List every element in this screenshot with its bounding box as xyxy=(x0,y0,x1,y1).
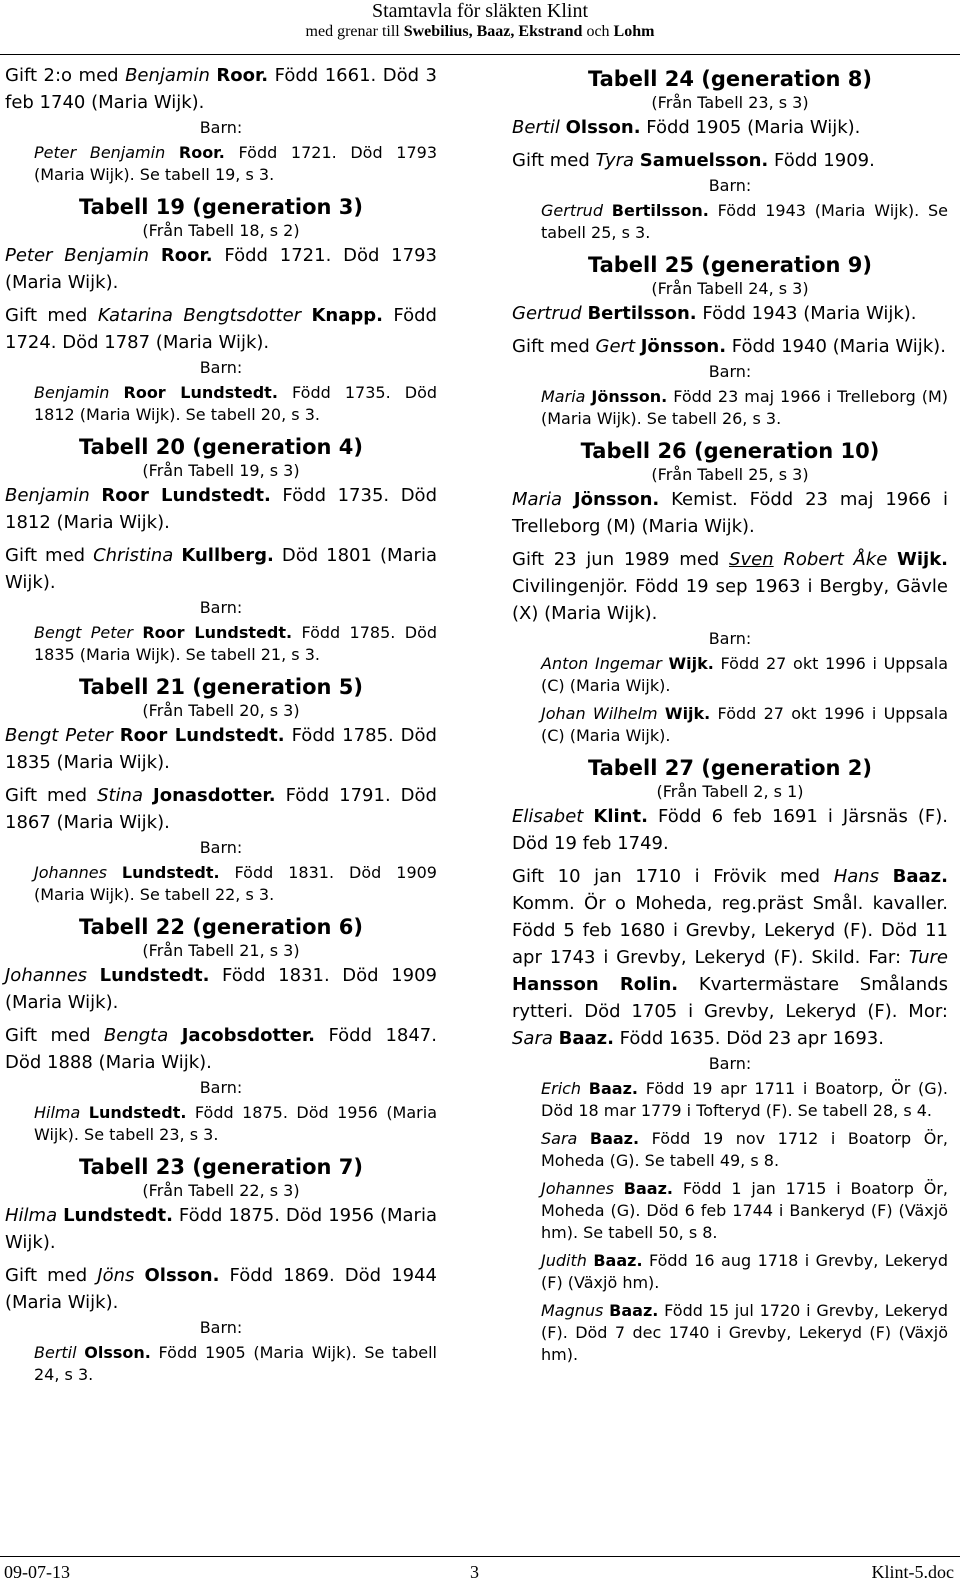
right-column xyxy=(512,62,948,1366)
entry-gift: Gift med Jöns Olsson. Född 1869. Död 1944 (Maria Wijk). xyxy=(5,1265,437,1313)
table-title: Tabell 25 (generation 9) xyxy=(587,253,873,277)
table-title: Tabell 27 (generation 2) xyxy=(587,756,873,780)
entry-gift: Gift med Tyra Samuelsson. Född 1909. xyxy=(512,150,875,171)
child-entry: Anton Ingemar Wijk. Född 27 okt 1996 i Uppsala (C) (Maria Wijk). xyxy=(541,654,949,695)
barn-label: Barn: xyxy=(199,598,243,617)
child-entry: Erich Baaz. Född 19 apr 1711 i Boatorp, Ör (G). Död 18 mar 1779 i Tofteryd (F). Se tabell 28, s 4. xyxy=(541,1079,949,1120)
table-title: Tabell 23 (generation 7) xyxy=(78,1155,364,1179)
table-from: (Från Tabell 24, s 3) xyxy=(651,279,809,298)
entry-person: Hilma Lundstedt. Född 1875. Död 1956 (Maria Wijk). xyxy=(5,1205,437,1253)
child-entry: Bertil Olsson. Född 1905 (Maria Wijk). Se tabell 24, s 3. xyxy=(34,1343,437,1384)
table-title: Tabell 24 (generation 8) xyxy=(587,67,873,91)
entry-gift: Gift med Bengta Jacobsdotter. Född 1847. Död 1888 (Maria Wijk). xyxy=(5,1025,437,1073)
table-from: (Från Tabell 23, s 3) xyxy=(651,93,809,112)
entry-gift: Gift 10 jan 1710 i Frövik med Hans Baaz. Komm. Ör o Moheda, reg.präst Smål. kavaller. Född 5 feb 1680 i Grevby, Lekeryd (F). Död 11 apr 1743 i Grevby, Lekeryd (F). Skild. Far: Ture Hansson Rolin. Kvartermästare Smålands rytteri. Död 1705 i Grevby, Lekeryd (F). Mor: Sara Baaz. Född 1635. Död 23 apr 1693. xyxy=(512,866,949,1049)
header-rule xyxy=(0,54,960,55)
child-entry: Johan Wilhelm Wijk. Född 27 okt 1996 i Uppsala (C) (Maria Wijk). xyxy=(541,704,949,745)
footer-filename: Klint-5.doc xyxy=(871,1562,954,1582)
footer-rule xyxy=(0,1556,960,1557)
table-from: (Från Tabell 21, s 3) xyxy=(142,941,300,960)
barn-label: Barn: xyxy=(199,1318,243,1337)
entry-gift: Gift med Christina Kullberg. Död 1801 (Maria Wijk). xyxy=(5,545,437,593)
page-header xyxy=(0,0,960,42)
child-entry: Johannes Lundstedt. Född 1831. Död 1909 (Maria Wijk). Se tabell 22, s 3. xyxy=(34,863,437,904)
entry-person: Peter Benjamin Roor. Född 1721. Död 1793 (Maria Wijk). xyxy=(5,245,437,293)
child-entry: Magnus Baaz. Född 15 jul 1720 i Grevby, Lekeryd (F). Död 7 dec 1740 i Grevby, Lekeryd (F) (Växjö hm). xyxy=(541,1301,948,1364)
barn-label: Barn: xyxy=(708,362,752,381)
entry-person: Benjamin Roor Lundstedt. Född 1735. Död 1812 (Maria Wijk). xyxy=(5,485,437,533)
entry-gift: Gift med Stina Jonasdotter. Född 1791. Död 1867 (Maria Wijk). xyxy=(5,785,437,833)
child-entry: Judith Baaz. Född 16 aug 1718 i Grevby, Lekeryd (F) (Växjö hm). xyxy=(541,1251,948,1292)
footer-page-number: 3 xyxy=(470,1562,479,1582)
entry-gift: Gift med Katarina Bengtsdotter Knapp. Född 1724. Död 1787 (Maria Wijk). xyxy=(5,305,437,353)
table-title: Tabell 20 (generation 4) xyxy=(78,435,364,459)
table-title: Tabell 26 (generation 10) xyxy=(580,439,880,463)
table-from: (Från Tabell 2, s 1) xyxy=(656,782,804,801)
barn-label: Barn: xyxy=(708,1054,752,1073)
child-entry: Peter Benjamin Roor. Född 1721. Död 1793 (Maria Wijk). Se tabell 19, s 3. xyxy=(34,143,437,184)
entry-gift: Gift med Gert Jönsson. Född 1940 (Maria Wijk). xyxy=(512,336,946,357)
barn-label: Barn: xyxy=(708,629,752,648)
document-subtitle: med grenar till Swebilius, Baaz, Ekstrand och Lohm xyxy=(305,23,655,40)
child-entry: Hilma Lundstedt. Född 1875. Död 1956 (Maria Wijk). Se tabell 23, s 3. xyxy=(34,1103,437,1144)
footer-date: 09-07-13 xyxy=(4,1562,70,1582)
entry-gift: Gift 23 jun 1989 med Sven Robert Åke Wijk. Civilingenjör. Född 19 sep 1963 i Bergby, Gävle (X) (Maria Wijk). xyxy=(512,549,949,624)
child-entry: Benjamin Roor Lundstedt. Född 1735. Död 1812 (Maria Wijk). Se tabell 20, s 3. xyxy=(34,383,438,424)
table-title: Tabell 19 (generation 3) xyxy=(78,195,364,219)
left-column xyxy=(5,62,437,1386)
table-from: (Från Tabell 20, s 3) xyxy=(142,701,300,720)
entry-person: Maria Jönsson. Kemist. Född 23 maj 1966 i Trelleborg (M) (Maria Wijk). xyxy=(512,489,949,537)
entry-gift: Gift 2:o med Benjamin Roor. Född 1661. Död 3 feb 1740 (Maria Wijk). xyxy=(5,65,437,113)
child-entry: Gertrud Bertilsson. Född 1943 (Maria Wijk). Se tabell 25, s 3. xyxy=(541,201,948,242)
barn-label: Barn: xyxy=(199,118,243,137)
table-title: Tabell 21 (generation 5) xyxy=(78,675,364,699)
barn-label: Barn: xyxy=(199,838,243,857)
entry-person: Gertrud Bertilsson. Född 1943 (Maria Wijk). xyxy=(512,303,917,324)
entry-person: Bengt Peter Roor Lundstedt. Född 1785. Död 1835 (Maria Wijk). xyxy=(5,725,437,773)
entry-person: Johannes Lundstedt. Född 1831. Död 1909 (Maria Wijk). xyxy=(5,965,437,1013)
table-from: (Från Tabell 18, s 2) xyxy=(142,221,300,240)
barn-label: Barn: xyxy=(708,176,752,195)
table-from: (Från Tabell 25, s 3) xyxy=(651,465,809,484)
document-title: Stamtavla för släkten Klint xyxy=(371,0,589,22)
child-entry: Maria Jönsson. Född 23 maj 1966 i Trelleborg (M) (Maria Wijk). Se tabell 26, s 3. xyxy=(541,387,948,428)
barn-label: Barn: xyxy=(199,358,243,377)
child-entry: Sara Baaz. Född 19 nov 1712 i Boatorp Ör, Moheda (G). Se tabell 49, s 8. xyxy=(541,1129,948,1170)
barn-label: Barn: xyxy=(199,1078,243,1097)
child-entry: Bengt Peter Roor Lundstedt. Född 1785. Död 1835 (Maria Wijk). Se tabell 21, s 3. xyxy=(34,623,438,664)
entry-person: Bertil Olsson. Född 1905 (Maria Wijk). xyxy=(512,117,861,138)
entry-person: Elisabet Klint. Född 6 feb 1691 i Järsnäs (F). Död 19 feb 1749. xyxy=(512,806,948,854)
child-entry: Johannes Baaz. Född 1 jan 1715 i Boatorp Ör, Moheda (G). Död 6 feb 1744 i Bankeryd (F) (Växjö hm). Se tabell 50, s 8. xyxy=(541,1179,948,1242)
table-from: (Från Tabell 19, s 3) xyxy=(142,461,300,480)
table-title: Tabell 22 (generation 6) xyxy=(78,915,364,939)
table-from: (Från Tabell 22, s 3) xyxy=(142,1181,300,1200)
